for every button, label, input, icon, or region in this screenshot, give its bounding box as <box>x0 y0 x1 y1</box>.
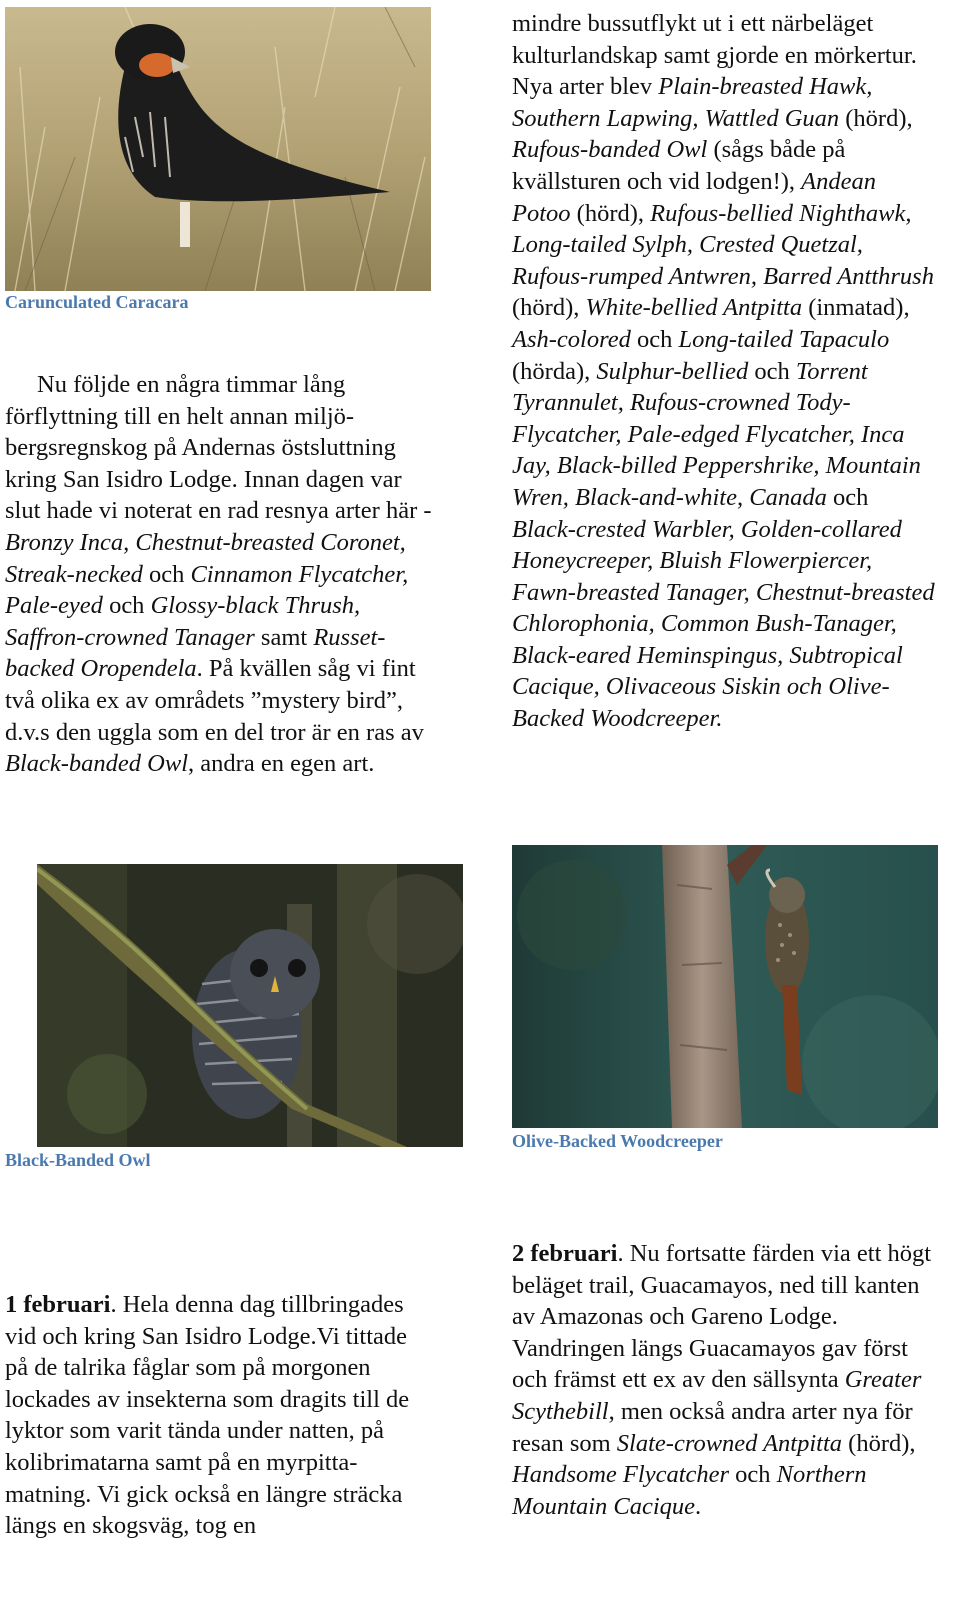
species-name: Andean Potoo <box>512 167 877 227</box>
text-run: . Hela denna dag tillbringades vid och kring San Isidro Lodge.Vi tittade på de talrika fåglar som på morgonen lockades av insekterna som dragits till de lyktor som varit tända under natten, på kolibrimatarna samt på en myrpitta-matning. Vi gick också en längre sträcka längs en skogsväg, tog en <box>5 1291 410 1540</box>
text-run: (hörd), <box>512 294 586 322</box>
species-name: Greater Scythebill <box>512 1366 922 1425</box>
text-run: . På kvällen såg vi fint två olika ex av områdets ”mystery bird”, d.v.s den uggla som en del tror är en ras av <box>5 655 424 746</box>
date-heading: 2 februari <box>512 1240 618 1267</box>
caracara-caption: Carunculated Caracara <box>5 292 189 312</box>
species-name: Russet-backed Oropendela <box>5 623 386 683</box>
species-name: Rufous-bellied Nighthawk, Long-tailed Sylph, Crested Quetzal, Rufous-rumped Antwren, Barred Antthrush <box>512 199 934 290</box>
text-run: och <box>826 483 869 511</box>
species-name: Cinnamon Flycatcher, Pale-eyed <box>5 560 409 620</box>
date-heading: 1 februari <box>5 1291 111 1318</box>
text-run: (hörd), <box>839 104 913 132</box>
left-top-paragraph <box>5 369 435 780</box>
text-run: (sågs både på kvällsturen och vid lodgen!), <box>512 136 846 195</box>
owl-photo <box>37 864 463 1147</box>
text-run: och <box>102 592 151 620</box>
woodcreeper-caption: Olive-Backed Woodcreeper <box>512 1131 723 1151</box>
text-run: . <box>695 1492 702 1520</box>
text-run: , men också andra arter nya för resan som <box>512 1397 913 1457</box>
text-run: (hörd), <box>842 1429 916 1457</box>
species-name: Torrent Tyrannulet, Rufous-crowned Tody-Flycatcher, Pale-edged Flycatcher, Inca Jay, Black-billed Peppershrike, Mountain Wren, Black-and-white, Canada <box>512 357 921 511</box>
caracara-photo <box>5 7 431 291</box>
species-name: Long-tailed Tapaculo <box>678 325 890 353</box>
species-name: Black-banded Owl <box>5 750 189 778</box>
text-run: och <box>748 357 796 385</box>
species-name: Black-crested Warbler, Golden-collared Honeycreeper, Bluish Flowerpiercer, Fawn-breasted Tanager, Chestnut-breasted Chlorophonia, Common Bush-Tanager, Black-eared Heminspingus, Subtropical Cacique, Olivaceous Siskin och Olive-Backed Woodcreeper. <box>512 515 935 733</box>
species-name: Glossy-black Thrush, Saffron-crowned Tanager <box>5 592 361 651</box>
text-run: (inmatad), <box>802 294 910 322</box>
text-run: samt <box>254 623 314 651</box>
species-name: Slate-crowned Antpitta <box>616 1429 843 1457</box>
text-run: och <box>142 560 191 588</box>
text-run: Nu följde en några timmar lång förflyttning till en helt annan miljö- bergsregnskog på Andernas östsluttning kring San Isidro Lodge. Innan dagen var slut hade vi noterat en rad resnya arter här - <box>5 371 432 525</box>
species-name: Ash-colored <box>512 325 631 353</box>
text-run: (hörd), <box>570 199 651 227</box>
species-name: Sulphur-bellied <box>596 357 749 385</box>
species-name: Northern Mountain Cacique <box>512 1461 867 1520</box>
right-top-paragraph <box>512 8 938 735</box>
text-run: . Nu fortsatte färden via ett högt beläget trail, Guacamayos, ned till kanten av Amazonas och Gareno Lodge. Vandringen längs Guacamayos gav först och främst ett ex av den sällsynta <box>512 1240 932 1394</box>
species-name: Rufous-banded Owl <box>512 136 708 164</box>
owl-caption: Black-Banded Owl <box>5 1150 151 1170</box>
text-run: mindre bussutflykt ut i ett närbeläget kulturlandskap samt gjorde en mörkertur. Nya arter blev <box>512 10 917 101</box>
text-run: , andra en egen art. <box>188 750 375 778</box>
species-name: Handsome Flycatcher <box>512 1461 730 1489</box>
right-bottom-paragraph <box>512 1238 942 1522</box>
species-name: Plain-breasted Hawk, Southern Lapwing, Wattled Guan <box>512 73 873 132</box>
left-bottom-paragraph <box>5 1289 435 1542</box>
text-run: och <box>729 1461 777 1489</box>
woodcreeper-photo <box>512 845 938 1128</box>
text-run: (hörda), <box>512 357 597 385</box>
text-run: och <box>630 325 679 353</box>
species-name: Bronzy Inca, Chestnut-breasted Coronet, Streak-necked <box>5 528 406 588</box>
species-name: White-bellied Antpitta <box>585 294 803 322</box>
